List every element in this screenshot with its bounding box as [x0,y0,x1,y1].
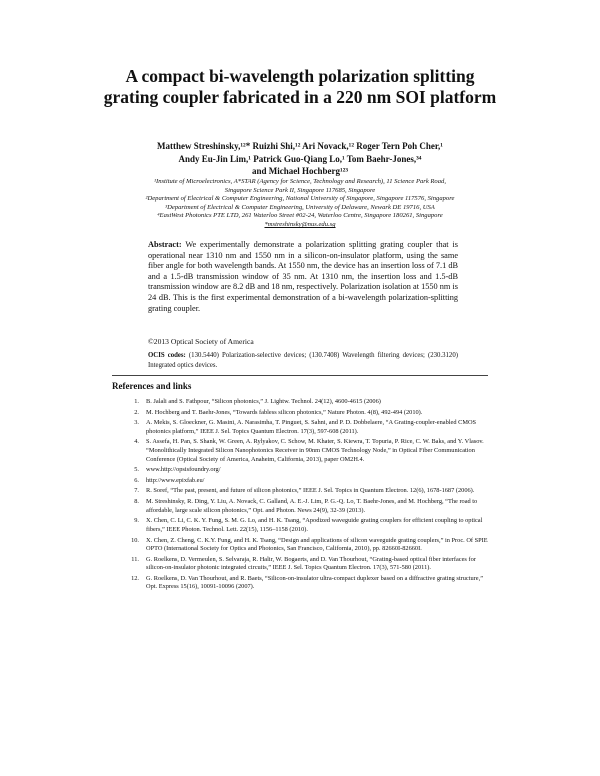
affiliation-line: Singapore Science Park II, Singapore 117685, Singapore [224,186,376,194]
reference-item [120,438,488,464]
reference-number: 8. [134,498,139,506]
reference-list [120,398,488,594]
reference-text: G. Roelkens, D. Vermeulen, S. Selvaraja, R. Halir, W. Bogaerts, and D. Van Thourhout, “Grating-based optical fiber interfaces for silicon-on-insulator photonic integrated circuits,” IEEE J. Sel. Topics Quantum Electron. 17(3), 571-580 (2011). [146,555,476,572]
ocis-text: (130.5440) Polarization-selective devices; (130.7408) Wavelength filtering devices; (230.3120) Integrated optics devices. [148,352,458,369]
reference-number: 7. [134,487,139,495]
reference-item [120,398,488,407]
reference-text: S. Assefa, H. Pan, S. Shank, W. Green, A. Rylyakov, C. Schow, M. Khater, S. Kiewra, T. Topuria, P. Rice, C. W. Baks, and Y. Vlasov. “Monolithically Integrated Silicon Nanophotonics Receiver in 90nm CMOS Technology Node,” in Optical Fiber Communication Conference (Optical Society of America, Anaheim, California, 2013), paper OM2H.4. [146,438,484,463]
ocis-codes [148,351,458,370]
references-heading: References and links [112,381,192,391]
reference-text: G. Roelkens, D. Van Thourhout, and R. Baets, “Silicon-on-insulator ultra-compact duplexer based on a diffractive grating structure,” Opt. Express 15(16), 10091-10096 (2007). [146,574,484,591]
contact-email[interactable]: *mstreshinsky@nus.edu.sg [264,220,336,228]
author-list [90,140,510,178]
reference-item [120,477,488,486]
copyright-notice: ©2013 Optical Society of America [148,337,254,346]
reference-text: A. Mekis, S. Gloeckner, G. Masini, A. Narasimha, T. Pinguet, S. Sahni, and P. D. Dobbelaere, “A Grating-coupler-enabled CMOS photonics platform,” IEEE J. Sel. Topics Quantum Electron. 17(3), 597-608 (2011). [146,419,477,435]
section-divider [112,375,488,376]
reference-number: 6. [134,476,139,484]
reference-text: M. Streshinsky, R. Ding, Y. Liu, A. Novack, C. Galland, A. E.-J. Lim, P. G.-Q. Lo, T. Baehr-Jones, and M. Hochberg, “The road to affordable, large scale silicon photonics,” Opt. and Photon. News 24(9), 32-39 (2013). [146,498,478,514]
paper-title: A compact bi-wavelength polarization splitting grating coupler fabricated in a 220 nm SOI platform [103,66,497,107]
ocis-label: OCIS codes: [148,352,186,359]
affiliation-line: ⁴EastWest Photonics PTE LTD, 261 Waterloo Street #02-24, Waterloo Centre, Singapore 180261, Singapore [157,212,443,220]
reference-item [120,575,488,592]
author-line: Matthew Streshinsky,¹²* Ruizhi Shi,¹² Ari Novack,¹² Roger Tern Poh Cher,¹ [156,141,443,151]
affiliation-list [80,178,520,230]
author-line: Andy Eu-Jin Lim,¹ Patrick Guo-Qiang Lo,¹ Tom Baehr-Jones,³⁴ [178,153,422,164]
reference-item [120,487,488,496]
reference-number: 1. [134,398,139,405]
reference-number: 4. [134,438,139,446]
affiliation-line: ¹Institute of Microelectronics, A*STAR (Agency for Science, Technology and Research), 11 Science Park Road, [154,178,446,185]
reference-item [120,537,488,554]
reference-text: X. Chen, C. Li, C. K. Y. Fung, S. M. G. Lo, and H. K. Tsang, “Apodized waveguide grating couplers for efficient coupling to optical fibers,” IEEE Photon. Technol. Lett. 22(15), 1156–1158 (2010). [146,517,483,533]
affiliation-line: ²Department of Electrical & Computer Engineering, National University of Singapore, Singapore 117576, Singapore [145,195,455,203]
reference-item [120,409,488,418]
reference-number: 10. [131,536,139,544]
reference-item [120,556,488,573]
reference-item [120,419,488,436]
reference-number: 3. [134,419,139,427]
reference-item [120,466,488,475]
reference-text: http://www.epixfab.eu/ [146,476,205,484]
abstract-text: We experimentally demonstrate a polarization splitting grating coupler that is operational near 1310 nm and 1550 nm in a silicon-on-insulator platform, using the same fiber angle for both wavelength bands. At 1550 nm, the device has an insertion loss of 7.1 dB and a 1.5-dB transmission window of 35 nm. At 1310 nm, the insertion loss and 1.5-dB transmission window are 8.2 dB and 18 nm, respectively. Polarization isolation at 1550 nm is 24 dB. This is the first experimental demonstration of a bi-wavelength polarization-splitting grating coupler. [148,240,458,313]
reference-number: 9. [134,517,139,525]
author-line: and Michael Hochberg¹²³ [251,166,349,176]
reference-text: www.http://opsisfoundry.org/ [146,466,221,474]
reference-text: M. Hochberg and T. Baehr-Jones, “Towards fabless silicon photonics,” Nature Photon. 4(8), 492-494 (2010). [146,408,423,416]
reference-item [120,498,488,515]
reference-number: 11. [131,555,139,563]
abstract [148,240,458,314]
abstract-label: Abstract: [148,240,182,249]
reference-text: R. Soref, “The past, present, and future of silicon photonics,” IEEE J. Sel. Topics in Quantum Electron. 12(6), 1678-1687 (2006). [146,487,475,495]
affiliation-line: ³Department of Electrical & Computer Engineering, University of Delaware, Newark DE 19716, USA [165,203,435,211]
reference-item [120,517,488,534]
reference-text: X. Chen, Z. Cheng, C. K.Y. Fung, and H. K. Tsang, “Design and applications of silicon waveguide grating couplers,” in Proc. Of SPIE OPTO (International Society for Optics and Photonics, San Francisco, California, 2010), pp. 82660I-82660I. [146,536,488,553]
reference-number: 5. [134,466,139,474]
reference-number: 12. [131,574,139,582]
reference-number: 2. [134,408,139,416]
reference-text: B. Jalali and S. Fathpour, “Silicon photonics,” J. Lightw. Technol. 24(12), 4600-4615 (2006) [146,398,381,405]
